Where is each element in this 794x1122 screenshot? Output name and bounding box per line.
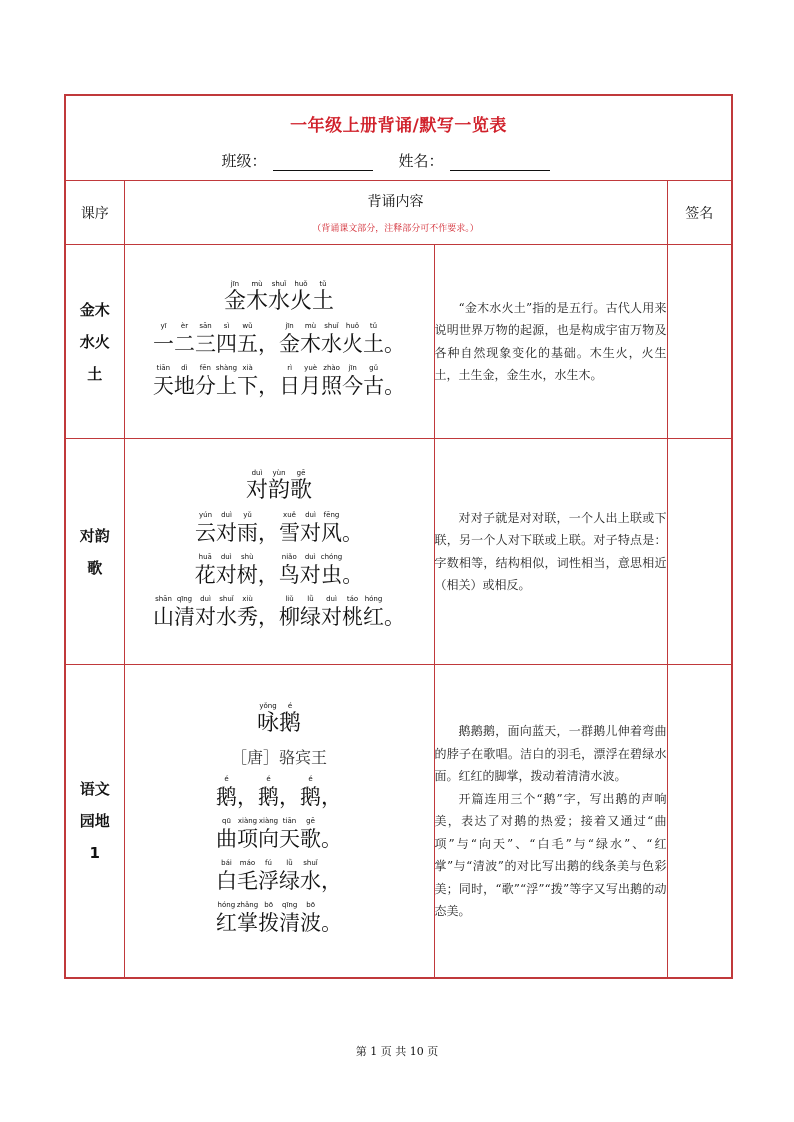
hanzi: 掌 (237, 910, 258, 935)
poem-title (125, 279, 434, 315)
char-unit (216, 321, 237, 357)
pinyin: mù (304, 321, 317, 330)
poem-author: ［唐］骆宾王 (230, 747, 327, 767)
lesson-cell: 对韵 歌 (66, 439, 124, 665)
char-unit (237, 774, 258, 810)
char-unit (321, 858, 342, 894)
hanzi: 浮 (258, 868, 279, 893)
pinyin: huā (198, 552, 212, 561)
lesson-cell: 语文 园地 1 (66, 665, 124, 978)
sign-cell[interactable] (667, 665, 731, 978)
char-unit (195, 363, 216, 399)
char-unit (237, 858, 258, 894)
table-row (66, 439, 731, 665)
pinyin: xiù (242, 594, 253, 603)
pinyin: sì (223, 321, 230, 330)
pinyin: é (266, 774, 271, 783)
title-cell (66, 96, 731, 181)
char-unit (216, 858, 237, 894)
char-unit (153, 321, 174, 357)
pinyin: qū (222, 816, 231, 825)
pinyin: èr (180, 321, 189, 330)
char-unit (246, 468, 268, 504)
poem-line (125, 552, 434, 588)
pinyin: huǒ (345, 321, 360, 330)
table-row (66, 245, 731, 439)
hanzi: 歌 (290, 477, 313, 503)
header-content (124, 181, 667, 245)
header-sign: 签名 (667, 181, 731, 245)
hanzi: 。 (384, 604, 405, 629)
char-unit (321, 321, 342, 357)
char-unit (300, 900, 321, 936)
pinyin: jīn (285, 321, 294, 330)
char-unit (246, 279, 268, 315)
pinyin: fēn (199, 363, 211, 372)
char-unit (216, 774, 237, 810)
char-unit (174, 363, 195, 399)
pinyin: rì (287, 363, 293, 372)
char-unit (321, 594, 342, 630)
char-unit (342, 594, 363, 630)
pinyin: lǜ (286, 858, 293, 867)
char-unit (279, 552, 300, 588)
hanzi: 一 (153, 331, 174, 356)
hanzi: 绿 (279, 868, 300, 893)
hanzi: 项 (237, 826, 258, 851)
pinyin: jīn (348, 363, 357, 372)
hanzi: 秀 (237, 604, 258, 629)
hanzi: 向 (258, 826, 279, 851)
lesson-cell: 金木 水火 土 (66, 245, 124, 439)
pinyin: liǔ (285, 594, 294, 603)
char-unit (279, 363, 300, 399)
hanzi: 红 (363, 604, 384, 629)
hanzi: 日 (279, 373, 301, 398)
pinyin: gē (296, 468, 306, 477)
hanzi: 水 (300, 868, 321, 893)
char-unit (384, 594, 405, 630)
char-unit (224, 279, 246, 315)
poem-line (125, 816, 434, 852)
pinyin: wǔ (242, 321, 253, 330)
pinyin: xiàng (258, 816, 279, 825)
hanzi: 咏 (256, 710, 279, 736)
hanzi: 对 (245, 477, 268, 503)
hanzi: 分 (194, 373, 216, 398)
hanzi: 水 (267, 288, 290, 314)
hanzi: 月 (300, 373, 322, 398)
pinyin: duì (200, 594, 211, 603)
hanzi: 白 (216, 868, 237, 893)
pinyin: yǒng (259, 701, 277, 710)
hanzi: ， (237, 784, 258, 809)
hanzi: ， (321, 784, 342, 809)
hanzi: 金 (223, 288, 246, 314)
hanzi: 土 (312, 288, 335, 314)
hanzi: 天 (152, 373, 174, 398)
char-unit (258, 816, 279, 852)
char-unit (342, 552, 363, 588)
hanzi: 柳 (279, 604, 300, 629)
pinyin: lǜ (307, 594, 314, 603)
poem-title (125, 468, 434, 504)
pinyin: gē (306, 816, 315, 825)
header-content-label: 背诵内容 (367, 194, 424, 210)
hanzi: 天 (279, 826, 300, 851)
recite-cell (124, 245, 434, 439)
hanzi: 古 (363, 373, 385, 398)
hanzi: 花 (194, 562, 216, 587)
char-unit (279, 510, 300, 546)
hanzi: 桃 (342, 604, 363, 629)
char-unit (279, 816, 300, 852)
hanzi: 对 (321, 604, 342, 629)
recite-cell (124, 439, 434, 665)
hanzi: 清 (174, 604, 195, 629)
char-unit (153, 594, 174, 630)
hanzi: 拨 (258, 910, 280, 935)
poem-line (125, 363, 434, 399)
pinyin: fēng (323, 510, 340, 519)
char-unit (290, 279, 312, 315)
pinyin: niǎo (281, 552, 297, 561)
pinyin: huǒ (294, 279, 308, 288)
hanzi: 。 (384, 331, 405, 356)
char-unit (153, 363, 174, 399)
pinyin: dì (181, 363, 188, 372)
pinyin: duì (304, 552, 316, 561)
page-footer: 第 1 页 共 10 页 (355, 1045, 439, 1058)
hanzi: 对 (216, 520, 237, 545)
char-unit (174, 321, 195, 357)
hanzi: 清 (279, 910, 301, 935)
hanzi: 对 (300, 520, 321, 545)
hanzi: 毛 (237, 868, 258, 893)
char-unit (195, 552, 216, 588)
hanzi: 土 (363, 331, 384, 356)
char-unit (363, 321, 384, 357)
pinyin: shān (155, 594, 172, 603)
hanzi: 四 (216, 331, 237, 356)
hanzi: 虫 (320, 562, 342, 587)
pinyin: duì (221, 510, 232, 519)
pinyin: tiān (156, 363, 171, 372)
char-unit (258, 594, 279, 630)
sign-cell[interactable] (667, 245, 731, 439)
hanzi: 绿 (300, 604, 321, 629)
char-unit (268, 468, 290, 504)
char-unit (384, 363, 405, 399)
char-unit (237, 363, 258, 399)
pinyin: duì (326, 594, 337, 603)
char-unit (216, 510, 237, 546)
poem-line (125, 594, 434, 630)
char-unit (300, 363, 321, 399)
pinyin: hóng (217, 900, 236, 909)
pinyin: yuè (304, 363, 318, 372)
char-unit (258, 900, 279, 936)
char-unit (257, 701, 279, 737)
char-unit (174, 594, 195, 630)
poem-line (125, 900, 434, 936)
char-unit (237, 510, 258, 546)
class-blank (273, 154, 373, 171)
pinyin: bō (264, 900, 273, 909)
pinyin: tiān (282, 816, 297, 825)
hanzi: 水 (216, 604, 237, 629)
pinyin: xuě (283, 510, 296, 519)
char-unit (195, 594, 216, 630)
poem-line (125, 321, 434, 357)
pinyin: chóng (320, 552, 343, 561)
header-lesson: 课序 (66, 181, 124, 245)
hanzi: 山 (153, 604, 174, 629)
hanzi: 韵 (267, 477, 290, 503)
note-cell: 鹅鹅鹅，面向蓝天，一群鹅儿伸着弯曲的脖子在歌唱。洁白的羽毛，漂浮在碧绿水面。红红的脚掌，拨动着清清水波。 开篇连用三个“鹅”字，写出鹅的声响美，表达了对鹅的热爱；接着又通过“曲项”与“向天”、“白毛”与“绿水”、“红掌”与“清波”的对比写出鹅的线条美与色彩美；同时，“歌”“浮”“拨”等字又写出鹅的动态美。 (434, 665, 667, 978)
poem-line (125, 858, 434, 894)
pinyin: táo (346, 594, 359, 603)
char-unit (216, 552, 237, 588)
pinyin: duì (220, 552, 232, 561)
pinyin: yǔ (243, 510, 252, 519)
pinyin: bái (221, 858, 232, 867)
hanzi: ， (279, 784, 300, 809)
char-unit (258, 552, 279, 588)
hanzi: 照 (321, 373, 343, 398)
char-unit (342, 363, 363, 399)
char-unit (216, 900, 237, 936)
pinyin: shuǐ (271, 279, 287, 288)
pinyin: zhào (323, 363, 340, 372)
pinyin: xiàng (237, 816, 258, 825)
class-label: 班级： (221, 152, 267, 170)
char-unit (321, 510, 342, 546)
char-unit (279, 321, 300, 357)
hanzi: 木 (245, 288, 268, 314)
char-unit (384, 321, 405, 357)
pinyin: duì (251, 468, 263, 477)
pinyin: zhǎng (236, 900, 259, 909)
pinyin: duì (305, 510, 316, 519)
hanzi: 地 (173, 373, 195, 398)
recitation-sheet (64, 94, 733, 979)
pinyin: yún (198, 510, 212, 519)
char-unit (237, 594, 258, 630)
pinyin: fú (265, 858, 272, 867)
char-unit (279, 594, 300, 630)
document-title: 一年级上册背诵/默写一览表 (290, 116, 507, 136)
char-unit (300, 321, 321, 357)
hanzi: ， (258, 604, 279, 629)
char-unit (312, 279, 334, 315)
hanzi: 今 (342, 373, 364, 398)
char-unit (290, 468, 312, 504)
hanzi: 。 (321, 826, 342, 851)
char-unit (258, 363, 279, 399)
pinyin: yùn (272, 468, 286, 477)
hanzi: 五 (237, 331, 258, 356)
pinyin: shù (241, 552, 254, 561)
note-cell: 对对子就是对对联，一个人出上联或下联，另一个人对下联或上联。对子特点是：字数相等，结构相似，词性相当，意思相近（相关）或相反。 (434, 439, 667, 665)
hanzi: 风 (321, 520, 342, 545)
hanzi: 。 (384, 373, 406, 398)
hanzi: 鹅 (300, 784, 321, 809)
char-unit (363, 363, 384, 399)
char-unit (268, 279, 290, 315)
pinyin: xià (242, 363, 253, 372)
hanzi: ， (257, 562, 279, 587)
sign-cell[interactable] (667, 439, 731, 665)
hanzi: 下 (237, 373, 259, 398)
hanzi: 火 (342, 331, 363, 356)
pinyin: tǔ (319, 279, 327, 288)
hanzi: 鸟 (278, 562, 300, 587)
table-row (66, 665, 731, 978)
pinyin: hóng (364, 594, 383, 603)
recite-cell (124, 665, 434, 978)
char-unit (237, 552, 258, 588)
char-unit (342, 510, 363, 546)
hanzi: 对 (195, 604, 216, 629)
name-label: 姓名： (398, 152, 444, 170)
hanzi: 木 (300, 331, 321, 356)
hanzi: 。 (342, 520, 363, 545)
pinyin: máo (239, 858, 256, 867)
char-unit (195, 510, 216, 546)
hanzi: 鹅 (258, 784, 279, 809)
hanzi: 红 (215, 910, 237, 935)
hanzi: 雨 (237, 520, 258, 545)
poem-line (125, 774, 434, 810)
pinyin: shuǐ (219, 594, 234, 603)
hanzi: 鹅 (279, 710, 302, 736)
recitation-table (66, 96, 731, 978)
char-unit (237, 900, 258, 936)
char-unit (237, 321, 258, 357)
char-unit (258, 510, 279, 546)
char-unit (258, 774, 279, 810)
char-unit (279, 701, 301, 737)
char-unit (258, 321, 279, 357)
hanzi: 三 (195, 331, 216, 356)
hanzi: 火 (290, 288, 313, 314)
char-unit (279, 858, 300, 894)
char-unit (321, 816, 342, 852)
pinyin: é (287, 701, 293, 710)
hanzi: 歌 (300, 826, 321, 851)
hanzi: 二 (174, 331, 195, 356)
hanzi: 对 (299, 562, 321, 587)
pinyin: shuǐ (324, 321, 339, 330)
char-unit (321, 552, 342, 588)
hanzi: 。 (342, 562, 364, 587)
pinyin: é (224, 774, 229, 783)
char-unit (237, 816, 258, 852)
char-unit (300, 594, 321, 630)
hanzi: 波 (300, 910, 322, 935)
note-cell: “金木水火土”指的是五行。古代人用来说明世界万物的起源，也是构成宇宙万物及各种自然现象变化的基础。木生火，火生土，土生金，金生水，水生木。 (434, 245, 667, 439)
hanzi: 曲 (216, 826, 237, 851)
char-unit (321, 900, 342, 936)
char-unit (300, 858, 321, 894)
name-blank (450, 154, 550, 171)
hanzi: ， (258, 331, 279, 356)
pinyin: qīng (282, 900, 298, 909)
char-unit (300, 552, 321, 588)
poem-line (125, 510, 434, 546)
char-unit (300, 510, 321, 546)
hanzi: ， (321, 868, 342, 893)
hanzi: 雪 (279, 520, 300, 545)
char-unit (279, 774, 300, 810)
pinyin: yī (160, 321, 167, 330)
char-unit (300, 774, 321, 810)
char-unit (363, 594, 384, 630)
char-unit (258, 858, 279, 894)
char-unit (216, 816, 237, 852)
hanzi: 金 (279, 331, 300, 356)
pinyin: shuǐ (303, 858, 318, 867)
char-unit (216, 363, 237, 399)
char-unit (321, 363, 342, 399)
char-unit (342, 321, 363, 357)
hanzi: 云 (195, 520, 216, 545)
pinyin: mù (251, 279, 263, 288)
char-unit (195, 321, 216, 357)
hanzi: 。 (321, 910, 343, 935)
header-content-note: （背诵课文部分，注释部分可不作要求。） (312, 224, 479, 234)
char-unit (216, 594, 237, 630)
char-unit (321, 774, 342, 810)
hanzi: ， (258, 373, 280, 398)
pinyin: jīn (230, 279, 240, 288)
pinyin: gǔ (369, 363, 379, 372)
poem-title (125, 701, 434, 737)
pinyin: sān (199, 321, 212, 330)
hanzi: 鹅 (216, 784, 237, 809)
hanzi: 上 (215, 373, 237, 398)
hanzi: ， (258, 520, 279, 545)
pinyin: qīng (176, 594, 193, 603)
student-info-line (66, 150, 731, 171)
pinyin: shàng (215, 363, 238, 372)
pinyin: bō (306, 900, 315, 909)
hanzi: 对 (215, 562, 237, 587)
char-unit (279, 900, 300, 936)
char-unit (300, 816, 321, 852)
pinyin: tǔ (369, 321, 378, 330)
pinyin: é (308, 774, 313, 783)
hanzi: 树 (236, 562, 258, 587)
hanzi: 水 (321, 331, 342, 356)
